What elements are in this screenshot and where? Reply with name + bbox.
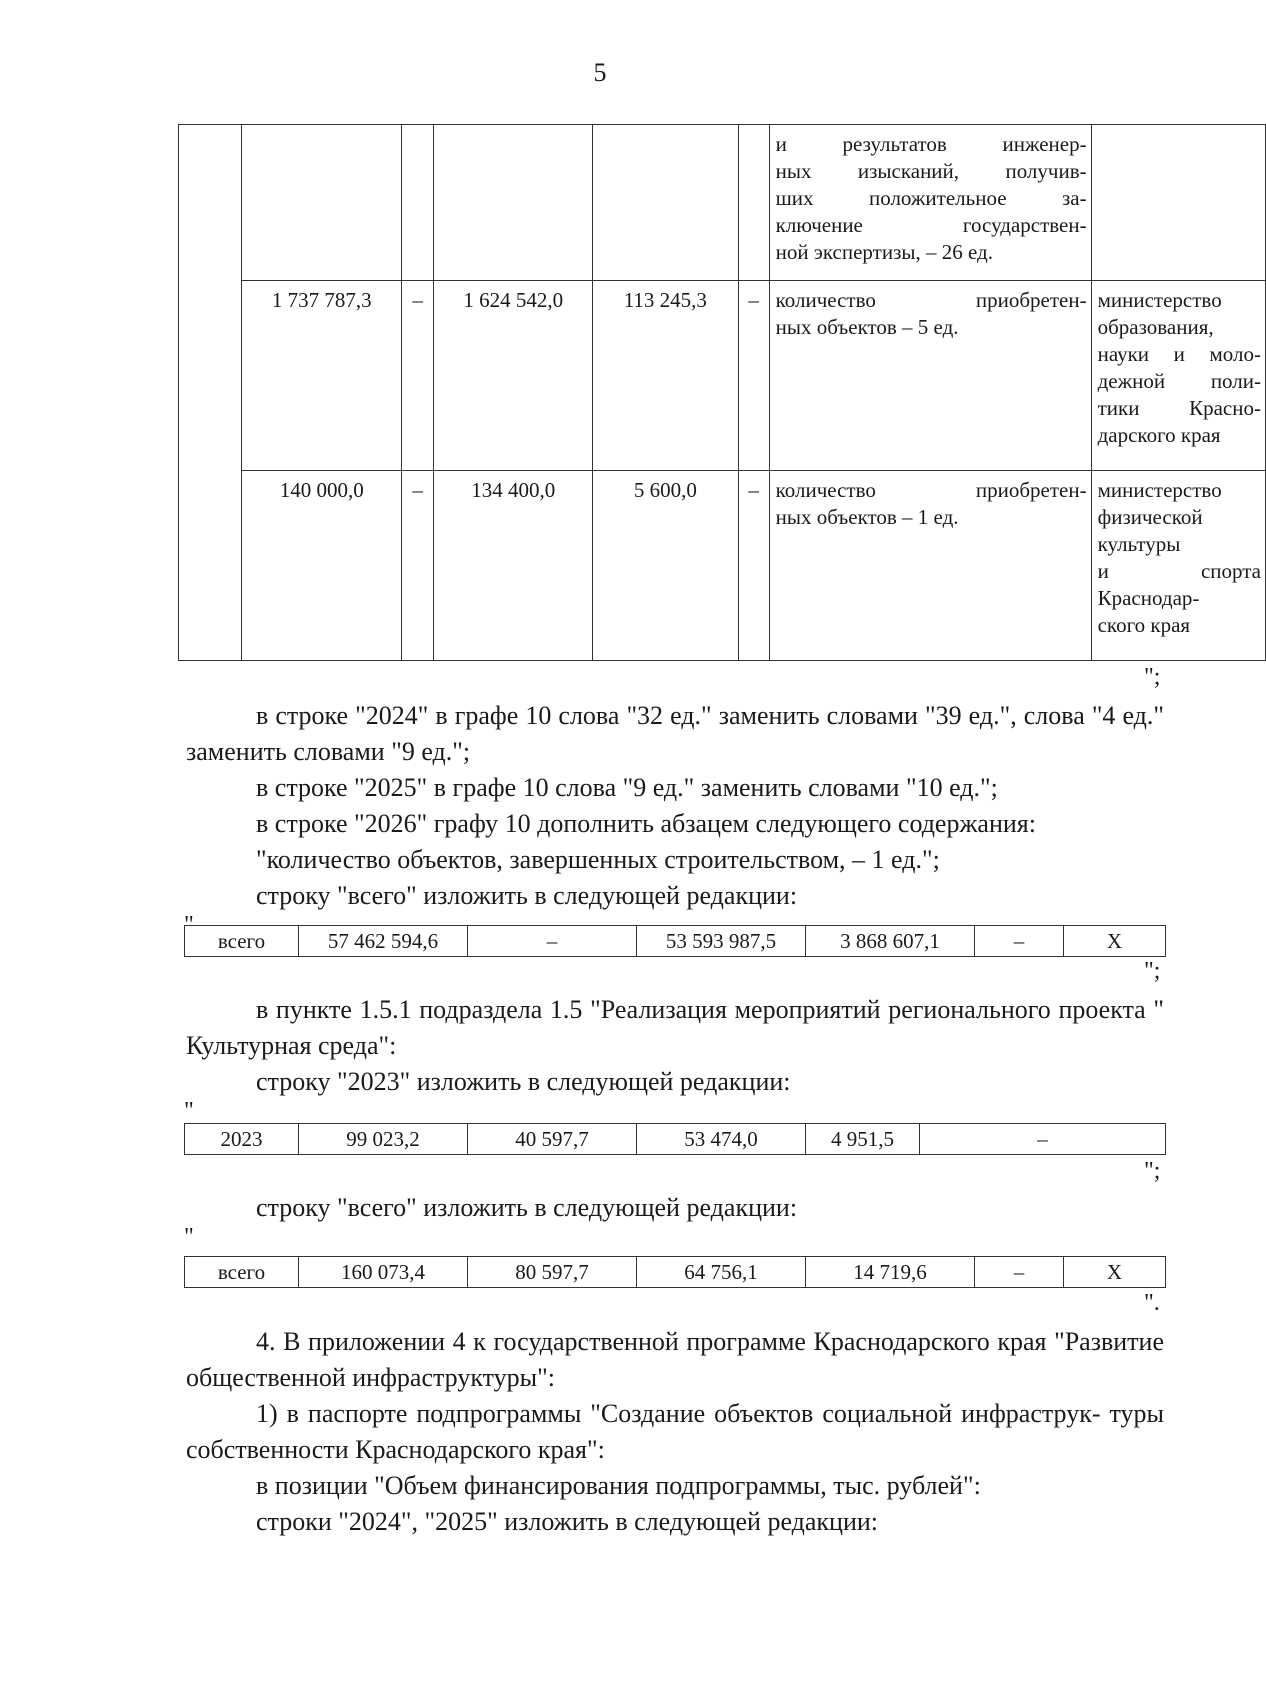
empty-cell [738, 125, 769, 281]
result-line: ных объектов – 5 ед. [775, 315, 959, 339]
result-cell [769, 471, 1091, 661]
regional-cell: 64 756,1 [637, 1257, 806, 1288]
paragraph: в строке "2026" графу 10 дополнить абзацем следующего содержания: [256, 809, 1036, 838]
paragraph: строку "2023" изложить в следующей редакции: [256, 1067, 791, 1096]
executor-cell [1091, 281, 1265, 471]
result-line: ключение государствен- [775, 213, 1087, 237]
result-line: ных изысканий, получив- [775, 159, 1087, 183]
result-cell [769, 281, 1091, 471]
result-line: количество приобретен- [775, 478, 1087, 502]
total-cell: 140 000,0 [242, 471, 402, 661]
executor-line: науки и моло- [1097, 342, 1261, 366]
x-cell: X [1064, 926, 1166, 957]
year-cell: 2023 [185, 1124, 299, 1155]
paragraph: в позиции "Объем финансирования подпрограммы, тыс. рублей": [256, 1471, 981, 1500]
executor-line: министерство [1097, 288, 1222, 312]
federal-cell: – [402, 281, 434, 471]
text-line: "Развитие общественной инфраструктуры": [186, 1327, 1164, 1392]
paragraph [186, 992, 1164, 1064]
empty-cell [242, 125, 402, 281]
regional-cell: 1 624 542,0 [434, 281, 593, 471]
local-cell: 14 719,6 [806, 1257, 975, 1288]
text-line: проекта " Культурная среда": [186, 995, 1164, 1060]
extra-cell: – [975, 1257, 1064, 1288]
executor-line: Краснодар- [1097, 586, 1200, 610]
close-quote: ". [1144, 1290, 1160, 1316]
table-row [185, 1124, 1166, 1155]
paragraph [186, 698, 1164, 770]
executor-line: и спорта [1097, 559, 1261, 583]
open-quote: " [184, 912, 194, 938]
paragraph [186, 1324, 1164, 1396]
executor-line: культуры [1097, 532, 1181, 556]
paragraph: "количество объектов, завершенных строительством, – 1 ед."; [256, 845, 940, 874]
executor-line: тики Красно- [1097, 396, 1261, 420]
regional-cell: 53 593 987,5 [637, 926, 806, 957]
extra-cell: – [975, 926, 1064, 957]
federal-cell: – [402, 471, 434, 661]
local-cell: 3 868 607,1 [806, 926, 975, 957]
table-row [185, 926, 1166, 957]
total-cell: 99 023,2 [299, 1124, 468, 1155]
total-table-1 [184, 925, 1166, 957]
text-line: 1) в паспорте подпрограммы "Создание объектов социальной инфраструк- [256, 1399, 1101, 1428]
text-line: 4. В приложении 4 к государственной программе Краснодарского края [256, 1327, 1047, 1356]
table-row [179, 125, 1266, 281]
text-line: в строке "2024" в графе 10 слова "32 ед." заменить словами "39 ед.", слова [256, 701, 1085, 730]
close-quote: "; [1144, 664, 1161, 690]
total-cell: 57 462 594,6 [299, 926, 468, 957]
paragraph: строки "2024", "2025" изложить в следующей редакции: [256, 1507, 879, 1536]
close-quote: "; [1144, 958, 1161, 984]
paragraph [186, 1396, 1164, 1468]
extra-cell: – [920, 1124, 1166, 1155]
result-line: ных объектов – 1 ед. [775, 505, 959, 529]
row-2023-table [184, 1123, 1166, 1155]
x-cell: X [1064, 1257, 1166, 1288]
open-quote: " [184, 1224, 194, 1250]
executor-line: физической [1097, 505, 1203, 529]
total-table-2 [184, 1256, 1166, 1288]
empty-cell [593, 125, 738, 281]
result-line: ших положительное за- [775, 186, 1087, 210]
text-line: "4 ед." заменить словами "9 ед."; [186, 701, 1165, 766]
result-cell [769, 125, 1091, 281]
executor-line: министерство [1097, 478, 1222, 502]
result-line: ной экспертизы, – 26 ед. [775, 240, 993, 264]
federal-cell: – [468, 926, 637, 957]
main-table [178, 124, 1266, 661]
empty-cell [402, 125, 434, 281]
paragraph: строку "всего" изложить в следующей редакции: [256, 881, 798, 910]
executor-line: ского края [1097, 613, 1191, 637]
result-line: количество приобретен- [775, 288, 1087, 312]
table-row [179, 281, 1266, 471]
text-line: в пункте 1.5.1 подраздела 1.5 "Реализация мероприятий регионального [256, 995, 1051, 1024]
close-quote: "; [1144, 1158, 1161, 1184]
paragraph: строку "всего" изложить в следующей редакции: [256, 1193, 798, 1222]
executor-cell [1091, 471, 1265, 661]
extra-cell: – [738, 281, 769, 471]
regional-cell: 53 474,0 [637, 1124, 806, 1155]
local-cell: 4 951,5 [806, 1124, 920, 1155]
text-line: туры собственности Краснодарского края": [186, 1399, 1164, 1464]
label-cell: всего [185, 926, 299, 957]
open-quote: " [184, 1098, 194, 1124]
local-cell: 5 600,0 [593, 471, 738, 661]
empty-cell [1091, 125, 1265, 281]
empty-cell [179, 125, 242, 661]
executor-line: образования, [1097, 315, 1214, 339]
paragraph: в строке "2025" в графе 10 слова "9 ед." заменить словами "10 ед."; [256, 773, 998, 802]
regional-cell: 134 400,0 [434, 471, 593, 661]
federal-cell: 80 597,7 [468, 1257, 637, 1288]
total-cell: 1 737 787,3 [242, 281, 402, 471]
total-cell: 160 073,4 [299, 1257, 468, 1288]
local-cell: 113 245,3 [593, 281, 738, 471]
result-line: и результатов инженер- [775, 132, 1087, 156]
executor-line: дежной поли- [1097, 369, 1261, 393]
table-row [185, 1257, 1166, 1288]
table-row [179, 471, 1266, 661]
federal-cell: 40 597,7 [468, 1124, 637, 1155]
page-number: 5 [593, 58, 607, 87]
extra-cell: – [738, 471, 769, 661]
executor-line: дарского края [1097, 423, 1221, 447]
empty-cell [434, 125, 593, 281]
label-cell: всего [185, 1257, 299, 1288]
